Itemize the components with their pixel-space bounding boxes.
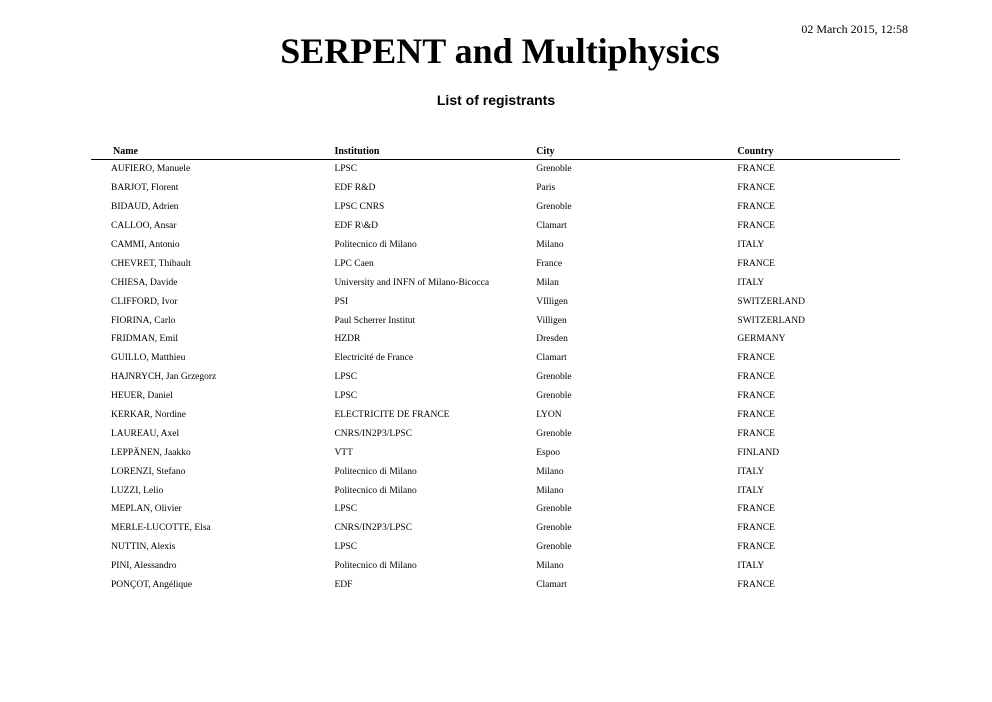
cell-name: LUZZI, Lelio <box>111 485 164 496</box>
cell-name: HEUER, Daniel <box>111 391 173 402</box>
table-row <box>91 198 900 217</box>
cell-institution: Politecnico di Milano <box>334 485 417 496</box>
cell-country: ITALY <box>737 466 765 477</box>
cell-institution: CNRS/IN2P3/LPSC <box>334 428 413 439</box>
cell-country: FRANCE <box>737 221 775 232</box>
table-row <box>91 254 900 273</box>
cell-name: HAJNRYCH, Jan Grzegorz <box>111 372 217 383</box>
cell-country: FRANCE <box>737 504 775 515</box>
print-timestamp: 02 March 2015, 12:58 <box>801 22 908 36</box>
registrants-table <box>91 143 900 594</box>
cell-institution: LPSC <box>334 504 358 515</box>
cell-city: France <box>536 258 563 269</box>
column-header-name: Name <box>91 143 334 160</box>
registrants-table-container <box>91 143 900 594</box>
cell-name: AUFIERO, Manuele <box>111 164 191 175</box>
cell-institution: ELECTRICITE DE FRANCE <box>334 410 450 421</box>
cell-city: Dresden <box>536 334 568 345</box>
cell-city: Grenoble <box>536 504 572 515</box>
cell-country: FRANCE <box>737 580 775 591</box>
table-row <box>91 217 900 236</box>
page-subtitle: List of registrants <box>436 92 556 108</box>
cell-institution: Politecnico di Milano <box>334 561 417 572</box>
cell-city: Milan <box>536 277 559 288</box>
cell-city: Espoo <box>536 447 560 458</box>
header-row <box>91 143 900 160</box>
cell-city: Clamart <box>536 353 567 364</box>
column-header-country: Country <box>737 143 900 160</box>
cell-city: Grenoble <box>536 391 572 402</box>
table-row <box>91 330 900 349</box>
table-row <box>91 462 900 481</box>
cell-name: PINI, Alessandro <box>111 561 177 572</box>
cell-city: Grenoble <box>536 202 572 213</box>
cell-country: ITALY <box>737 277 765 288</box>
cell-name: BIDAUD, Adrien <box>111 202 179 213</box>
cell-city: Milano <box>536 485 564 496</box>
table-row <box>91 500 900 519</box>
cell-city: Paris <box>536 183 556 194</box>
table-row <box>91 387 900 406</box>
table-header <box>91 143 900 160</box>
cell-name: CALLOO, Ansar <box>111 221 177 232</box>
cell-country: FRANCE <box>737 258 775 269</box>
table-row <box>91 179 900 198</box>
cell-institution: Politecnico di Milano <box>334 240 417 250</box>
cell-institution: LPSC <box>334 542 358 553</box>
cell-country: ITALY <box>737 561 765 572</box>
cell-country: FRANCE <box>737 202 775 213</box>
cell-name: CAMMI, Antonio <box>111 240 180 250</box>
cell-name: LEPPÄNEN, Jaakko <box>111 447 191 458</box>
cell-city: Grenoble <box>536 523 572 534</box>
table-row <box>91 481 900 500</box>
table-row <box>91 557 900 576</box>
cell-country: FRANCE <box>737 428 775 439</box>
page-title: SERPENT and Multiphysics <box>280 31 720 71</box>
cell-city: Grenoble <box>536 372 572 383</box>
cell-name: PONÇOT, Angélique <box>111 580 193 591</box>
cell-country: ITALY <box>737 485 765 496</box>
cell-city: Grenoble <box>536 542 572 553</box>
cell-country: FRANCE <box>737 372 775 383</box>
cell-institution: EDF <box>334 580 353 591</box>
cell-name: FRIDMAN, Emil <box>111 334 179 345</box>
cell-city: Milano <box>536 240 564 250</box>
column-header-institution: Institution <box>334 143 536 160</box>
cell-country: FRANCE <box>737 183 775 194</box>
cell-name: NUTTIN, Alexis <box>111 542 176 553</box>
table-row <box>91 349 900 368</box>
cell-institution: CNRS/IN2P3/LPSC <box>334 523 413 534</box>
cell-country: FRANCE <box>737 410 775 421</box>
cell-name: CLIFFORD, Ivor <box>111 296 178 307</box>
cell-institution: HZDR <box>334 334 361 345</box>
table-row <box>91 292 900 311</box>
cell-city: Grenoble <box>536 428 572 439</box>
cell-country: ITALY <box>737 240 765 250</box>
cell-country: FRANCE <box>737 164 775 175</box>
cell-institution: LPSC CNRS <box>334 202 385 213</box>
cell-country: FRANCE <box>737 353 775 364</box>
cell-city: Clamart <box>536 580 567 591</box>
cell-city: Villigen <box>536 315 567 326</box>
cell-name: LAUREAU, Axel <box>111 428 180 439</box>
cell-institution: EDF R\&D <box>334 221 378 232</box>
cell-name: GUILLO, Matthieu <box>111 353 186 364</box>
table-row <box>91 519 900 538</box>
cell-city: Milano <box>536 561 564 572</box>
cell-country: FINLAND <box>737 447 780 458</box>
cell-institution: LPSC <box>334 391 358 402</box>
table-row <box>91 368 900 387</box>
cell-name: LORENZI, Stefano <box>111 466 186 477</box>
cell-institution: Politecnico di Milano <box>334 466 417 477</box>
cell-name: KERKAR, Nordine <box>111 410 186 421</box>
table-row <box>91 311 900 330</box>
cell-institution: LPSC <box>334 164 358 175</box>
cell-institution: VTT <box>334 447 353 458</box>
cell-country: SWITZERLAND <box>737 315 805 326</box>
table-body <box>91 160 900 595</box>
table-row <box>91 406 900 425</box>
cell-institution: Paul Scherrer Institut <box>334 315 416 326</box>
table-row <box>91 443 900 462</box>
table-row <box>91 273 900 292</box>
table-row <box>91 236 900 255</box>
table-row <box>91 160 900 179</box>
cell-name: BARJOT, Florent <box>111 183 179 194</box>
cell-institution: Electricité de France <box>334 353 414 364</box>
cell-country: FRANCE <box>737 542 775 553</box>
cell-city: Clamart <box>536 221 567 232</box>
cell-city: Grenoble <box>536 164 572 175</box>
cell-institution: LPC Caen <box>334 258 374 269</box>
table-row <box>91 424 900 443</box>
cell-city: Milano <box>536 466 564 477</box>
cell-name: FIORINA, Carlo <box>111 315 176 326</box>
cell-city: LYON <box>536 410 562 421</box>
table-row <box>91 576 900 595</box>
cell-name: MEPLAN, Olivier <box>111 504 182 515</box>
cell-institution: PSI <box>334 296 349 307</box>
cell-name: CHIESA, Davide <box>111 277 178 288</box>
cell-country: SWITZERLAND <box>737 296 805 307</box>
cell-institution: EDF R&D <box>334 183 376 194</box>
column-header-city: City <box>536 143 737 160</box>
cell-name: CHEVRET, Thibault <box>111 258 191 269</box>
cell-institution: LPSC <box>334 372 358 383</box>
cell-institution: University and INFN of Milano-Bicocca <box>334 277 490 288</box>
table-row <box>91 538 900 557</box>
cell-name: MERLE-LUCOTTE, Elsa <box>111 523 211 534</box>
cell-country: GERMANY <box>737 334 786 345</box>
cell-country: FRANCE <box>737 523 775 534</box>
cell-city: VIlligen <box>536 296 568 307</box>
cell-country: FRANCE <box>737 391 775 402</box>
